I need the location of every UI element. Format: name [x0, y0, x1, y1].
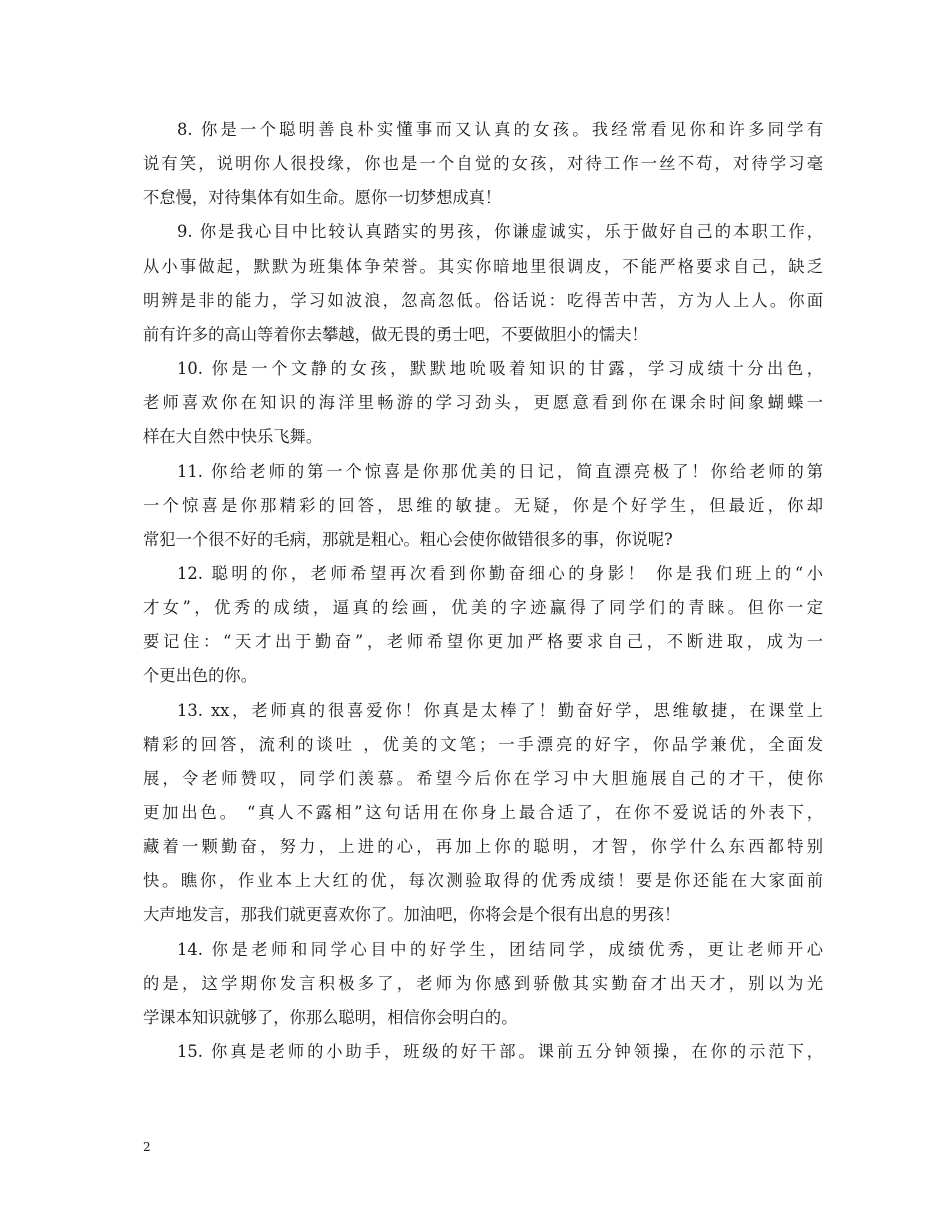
- paragraph-line: 要记住：“天才出于勤奋”，老师希望你更加严格要求自己，不断进取，成为一: [143, 632, 823, 651]
- paragraph-line: 11. 你给老师的第一个惊喜是你那优美的日记，简直漂亮极了！你给老师的第: [177, 462, 823, 481]
- paragraph-line: 精彩的回答，流利的谈吐 ，优美的文笔；一手漂亮的好字，你品学兼优，全面发: [143, 735, 823, 754]
- paragraph-line: 10. 你是一个文静的女孩，默默地吮吸着知识的甘露，学习成绩十分出色，: [177, 359, 823, 378]
- paragraph-line: 明辨是非的能力，学习如波浪，忽高忽低。俗话说：吃得苦中苦，方为人上人。你面: [143, 291, 823, 310]
- paragraph-line: 从小事做起，默默为班集体争荣誉。其实你暗地里很调皮，不能严格要求自己，缺乏: [143, 257, 823, 276]
- paragraph-line: 一个惊喜是你那精彩的回答，思维的敏捷。无疑，你是个好学生，但最近，你却: [143, 496, 823, 515]
- paragraph-line: 常犯一个很不好的毛病，那就是粗心。粗心会使你做错很多的事，你说呢?: [143, 530, 673, 549]
- paragraph-line: 个更出色的你。: [143, 666, 257, 685]
- paragraph-line: 15. 你真是老师的小助手，班级的好干部。课前五分钟领操，在你的示范下，: [177, 1042, 823, 1061]
- paragraph-line: 大声地发言，那我们就更喜欢你了。加油吧，你将会是个很有出息的男孩！: [143, 905, 681, 924]
- paragraph-line: 老师喜欢你在知识的海洋里畅游的学习劲头，更愿意看到你在课余时间象蝴蝶一: [143, 393, 823, 412]
- paragraph-line: 更加出色。 “真人不露相”这句话用在你身上最合适了，在你不爱说话的外表下，: [143, 803, 823, 822]
- paragraph-line: 展，令老师赞叹，同学们羡慕。希望今后你在学习中大胆施展自己的才干，使你: [143, 769, 823, 788]
- paragraph-line: 才女”，优秀的成绩，逼真的绘画，优美的字迹赢得了同学们的青睐。但你一定: [143, 598, 823, 617]
- paragraph-line: 9. 你是我心目中比较认真踏实的男孩，你谦虚诚实，乐于做好自己的本职工作，: [177, 222, 823, 241]
- paragraph-line: 14. 你是老师和同学心目中的好学生，团结同学，成绩优秀，更让老师开心: [177, 940, 823, 959]
- paragraph-line: 说有笑，说明你人很投缘，你也是一个自觉的女孩，对待工作一丝不苟，对待学习毫: [143, 154, 823, 173]
- paragraph-line: 样在大自然中快乐飞舞。: [143, 427, 323, 446]
- paragraph-line: 学课本知识就够了，你那么聪明，相信你会明白的。: [143, 1008, 518, 1027]
- paragraph-line: 快。瞧你，作业本上大红的优，每次测验取得的优秀成绩！要是你还能在大家面前: [143, 871, 823, 890]
- paragraph-line: 的是，这学期你发言积极多了，老师为你感到骄傲其实勤奋才出天才，别以为光: [143, 974, 823, 993]
- paragraph-line: 前有许多的高山等着你去攀越，做无畏的勇士吧，不要做胆小的懦夫！: [143, 325, 648, 344]
- page-number: 2: [143, 1140, 151, 1154]
- paragraph-line: 藏着一颗勤奋，努力，上进的心，再加上你的聪明，才智，你学什么东西都特别: [143, 837, 823, 856]
- paragraph-line: 不怠慢，对待集体有如生命。愿你一切梦想成真！: [143, 188, 502, 207]
- paragraph-line: 8. 你是一个聪明善良朴实懂事而又认真的女孩。我经常看见你和许多同学有: [177, 120, 823, 139]
- paragraph-line: 13. xx，老师真的很喜爱你！你真是太棒了！勤奋好学，思维敏捷，在课堂上: [177, 701, 823, 720]
- paragraph-line: 12. 聪明的你，老师希望再次看到你勤奋细心的身影！ 你是我们班上的“小: [177, 564, 823, 583]
